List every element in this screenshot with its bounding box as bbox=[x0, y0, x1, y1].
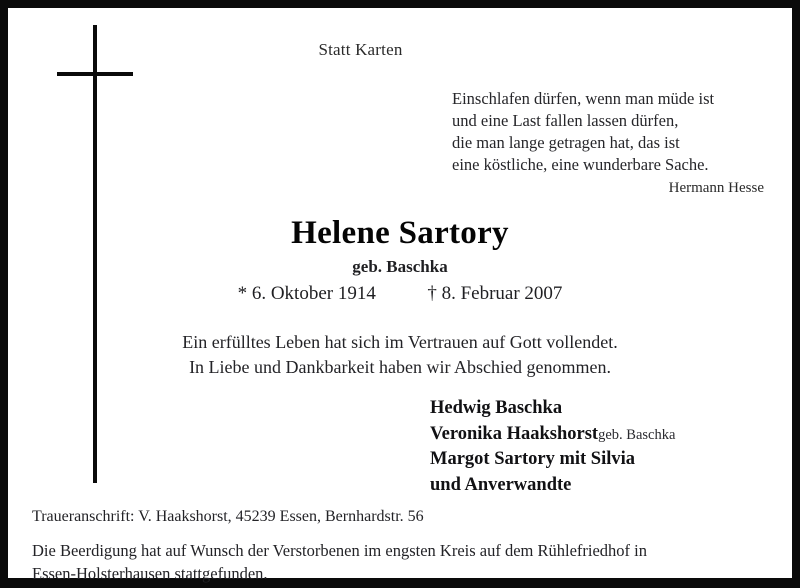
burial-line-2: Essen-Holsterhausen stattgefunden. bbox=[32, 564, 268, 583]
memorial-poem bbox=[452, 88, 764, 199]
birth-date: * 6. Oktober 1914 bbox=[237, 283, 376, 304]
burial-info bbox=[32, 539, 784, 585]
poem-line-1: Einschlafen dürfen, wenn man müde ist bbox=[452, 89, 715, 108]
death-date: † 8. Februar 2007 bbox=[427, 283, 563, 304]
farewell-message bbox=[8, 330, 792, 380]
deceased-maiden-name: geb. Baschka bbox=[352, 257, 448, 276]
mourner-item bbox=[430, 447, 675, 473]
poem-line-4: eine köstliche, eine wunderbare Sache. bbox=[452, 155, 709, 174]
mourner-name: Veronika Haakshorst bbox=[430, 423, 599, 444]
mourner-name: Margot Sartory mit Silvia bbox=[430, 449, 635, 469]
poem-line-2: und eine Last fallen lassen dürfen, bbox=[452, 111, 679, 130]
burial-line-1: Die Beerdigung hat auf Wunsch der Verstorbenen im engsten Kreis auf dem Rühlefriedhof in bbox=[32, 541, 648, 560]
mourner-name: und Anverwandte bbox=[430, 474, 572, 495]
farewell-line-1: Ein erfülltes Leben hat sich im Vertrauen auf Gott vollendet. bbox=[182, 332, 618, 352]
poem-author: Hermann Hesse bbox=[668, 180, 764, 196]
mourning-address: Traueranschrift: V. Haakshorst, 45239 Essen, Bernhardstr. 56 bbox=[32, 508, 424, 525]
farewell-line-2: In Liebe und Dankbarkeit haben wir Abschied genommen. bbox=[189, 357, 611, 377]
mourner-item bbox=[430, 422, 675, 448]
deceased-name: Helene Sartory bbox=[291, 215, 509, 251]
cross-bar bbox=[57, 72, 133, 76]
mourners-list bbox=[430, 396, 675, 498]
mourner-note: geb. Baschka bbox=[598, 426, 676, 443]
mourner-name: Hedwig Baschka bbox=[430, 398, 563, 418]
mourner-item bbox=[430, 473, 675, 499]
life-dates bbox=[8, 283, 792, 305]
poem-line-3: die man lange getragen hat, das ist bbox=[452, 133, 680, 152]
obituary-card bbox=[8, 8, 792, 583]
mourner-item bbox=[430, 396, 675, 422]
card-note: Statt Karten bbox=[318, 40, 403, 59]
deceased-block bbox=[8, 214, 792, 305]
